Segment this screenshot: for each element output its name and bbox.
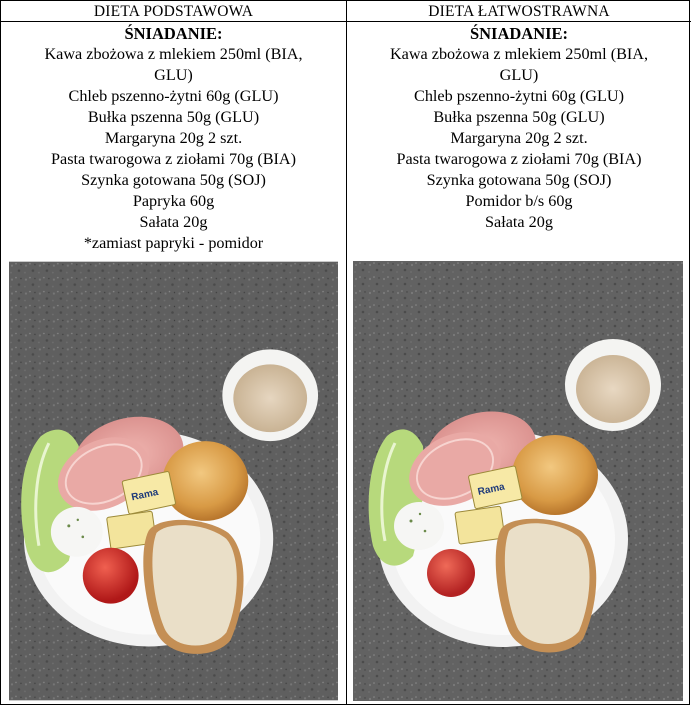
meal-title: ŚNIADANIE:: [124, 24, 223, 43]
margarine-label: Rama: [476, 481, 506, 498]
breakfast-photo-illustration: [353, 261, 683, 701]
column-header: DIETA ŁATWOSTRAWNA: [347, 1, 691, 22]
column-dieta-podstawowa: [1, 1, 347, 704]
menu-item: Papryka 60g: [132, 192, 215, 210]
menu-item: Pasta twarogowa z ziołami 70g (BIA): [396, 150, 642, 168]
meal-title: ŚNIADANIE:: [469, 24, 569, 43]
menu-item: Szynka gotowana 50g (SOJ): [81, 171, 266, 189]
breakfast-photo: [9, 261, 338, 701]
menu-item: Sałata 20g: [485, 213, 553, 231]
menu-item: Chleb pszenno-żytni 60g (GLU): [414, 87, 624, 105]
menu-item: Margaryna 20g 2 szt.: [104, 129, 243, 147]
menu-item: Kawa zbożowa z mlekiem 250ml (BIA,: [389, 45, 649, 63]
column-dieta-latwostrawna: [347, 1, 691, 704]
menu-item: Sałata 20g: [139, 213, 208, 231]
menu-item: Pomidor b/s 60g: [465, 192, 573, 210]
menu-item: Pasta twarogowa z ziołami 70g (BIA): [51, 150, 296, 168]
meal-description: [347, 22, 691, 233]
column-header: DIETA PODSTAWOWA: [1, 1, 346, 22]
menu-item: Kawa zbożowa z mlekiem 250ml (BIA,: [44, 45, 303, 63]
menu-item: Szynka gotowana 50g (SOJ): [426, 171, 612, 189]
menu-item: GLU): [499, 66, 539, 84]
breakfast-photo: [353, 261, 683, 701]
breakfast-photo-illustration: [9, 261, 338, 701]
menu-item: GLU): [154, 66, 193, 84]
margarine-label: Rama: [130, 486, 160, 504]
menu-item: Chleb pszenno-żytni 60g (GLU): [68, 87, 279, 105]
meal-description: [1, 22, 346, 254]
menu-item: Margaryna 20g 2 szt.: [450, 129, 588, 147]
menu-item: Bułka pszenna 50g (GLU): [87, 108, 260, 126]
menu-item: Bułka pszenna 50g (GLU): [433, 108, 605, 126]
menu-note: *zamiast papryki - pomidor: [83, 234, 264, 252]
